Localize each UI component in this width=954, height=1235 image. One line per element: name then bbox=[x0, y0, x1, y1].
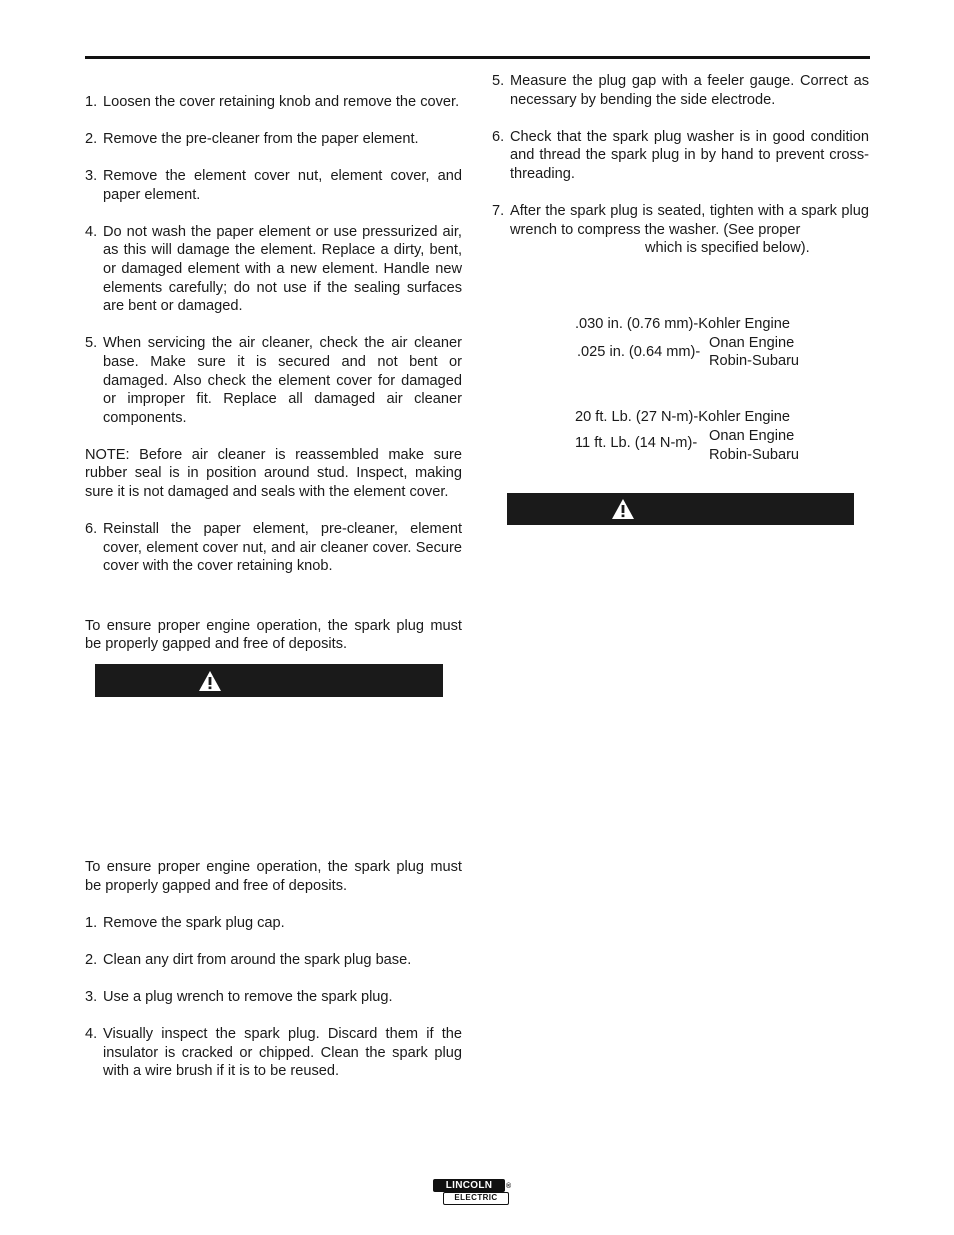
spark-plug-intro: To ensure proper engine operation, the spark plug must be properly gapped and free of deposits. bbox=[85, 617, 462, 653]
list-item bbox=[492, 72, 869, 109]
step-text: Visually inspect the spark plug. Discard them if the insulator is cracked or chipped. Clean the spark plug with a wire brush if it is to be reused. bbox=[103, 1026, 462, 1080]
step-text: Check that the spark plug washer is in good condition and thread the spark plug in by hand to prevent cross-threading. bbox=[510, 128, 869, 182]
logo-line-2: ELECTRIC bbox=[443, 1192, 509, 1205]
list-item bbox=[492, 202, 869, 239]
step-number: 5. bbox=[85, 335, 98, 352]
step-number: 2. bbox=[85, 131, 98, 148]
warning-triangle-icon bbox=[611, 498, 635, 520]
gap-spec-engine: Robin-Subaru bbox=[709, 353, 800, 369]
list-item bbox=[85, 914, 462, 933]
step-text: Remove the pre-cleaner from the paper element. bbox=[103, 131, 419, 148]
logo-line-1: LINCOLN bbox=[433, 1179, 505, 1192]
step-number: 6. bbox=[85, 521, 98, 538]
torque-spec-kohler: 20 ft. Lb. (27 N-m)-Kohler Engine bbox=[575, 409, 790, 425]
step-number: 1. bbox=[85, 914, 98, 931]
list-item bbox=[85, 334, 462, 427]
header-rule bbox=[85, 56, 870, 59]
step-number: 2. bbox=[85, 951, 98, 968]
step-text: After the spark plug is seated, tighten with a spark plug wrench to compress the washer. (See proper bbox=[510, 202, 869, 238]
warning-triangle-icon bbox=[198, 670, 222, 692]
step-text: Remove the spark plug cap. bbox=[103, 914, 285, 931]
step-text: Do not wash the paper element or use pressurized air, as this will damage the element. Replace a dirty, bent, or damaged element with a new element. Handle new elements carefully; do not use if the sealing surfaces are bent or damaged. bbox=[103, 223, 462, 315]
list-item bbox=[85, 167, 462, 204]
step-text: Measure the plug gap with a feeler gauge. Correct as necessary by bending the side electrode. bbox=[510, 73, 869, 108]
step-number: 3. bbox=[85, 168, 98, 185]
step-text: Remove the element cover nut, element cover, and paper element. bbox=[103, 168, 462, 203]
right-column bbox=[492, 72, 869, 258]
gap-spec-value: .025 in. (0.64 mm)- bbox=[577, 344, 701, 360]
gap-spec-engine: Onan Engine bbox=[709, 335, 795, 351]
spark-plug-intro-2: To ensure proper engine operation, the spark plug must be properly gapped and free of deposits. bbox=[85, 859, 462, 894]
step-number: 3. bbox=[85, 988, 98, 1005]
step-text-continuation: which is specified below). bbox=[645, 240, 810, 257]
torque-spec-engine: Robin-Subaru bbox=[709, 447, 800, 463]
list-item bbox=[85, 951, 462, 970]
step-number: 4. bbox=[85, 1026, 98, 1043]
step-text: Use a plug wrench to remove the spark plug. bbox=[103, 988, 393, 1005]
step-text: Loosen the cover retaining knob and remove the cover. bbox=[103, 94, 460, 110]
step-number: 4. bbox=[85, 223, 98, 240]
step-number: 1. bbox=[85, 94, 98, 110]
logo-registered-mark: ® bbox=[506, 1183, 512, 1190]
warning-banner bbox=[507, 493, 854, 525]
warning-banner bbox=[95, 664, 443, 697]
list-item bbox=[85, 520, 462, 576]
step-text: Reinstall the paper element, pre-cleaner, element cover, element cover nut, and air cleaner cover. Secure cover with the cover retaining knob. bbox=[103, 521, 462, 575]
list-item bbox=[85, 130, 462, 149]
lincoln-electric-logo bbox=[433, 1179, 511, 1207]
torque-spec-value: 11 ft. Lb. (14 N-m)- bbox=[575, 435, 698, 451]
step-number: 7. bbox=[492, 202, 505, 219]
step-number: 5. bbox=[492, 73, 505, 89]
list-item bbox=[85, 93, 462, 112]
note-paragraph: NOTE: Before air cleaner is reassembled make sure rubber seal is in position around stud. Inspect, making sure it is not damaged and seals with the element cover. bbox=[85, 446, 462, 500]
gap-spec-kohler: .030 in. (0.76 mm)-Kohler Engine bbox=[575, 316, 790, 332]
left-column bbox=[85, 93, 462, 1081]
torque-spec-engine: Onan Engine bbox=[709, 428, 795, 444]
step-number: 6. bbox=[492, 128, 505, 145]
list-item bbox=[492, 128, 869, 184]
list-item bbox=[85, 223, 462, 316]
step-text: When servicing the air cleaner, check the air cleaner base. Make sure it is secured and not bent or damaged. Also check the element cover for damaged or improper fit. Replace all damaged air cleaner components. bbox=[103, 335, 462, 426]
step-text: Clean any dirt from around the spark plug base. bbox=[103, 951, 412, 968]
list-item bbox=[85, 988, 462, 1007]
list-item bbox=[85, 1025, 462, 1081]
